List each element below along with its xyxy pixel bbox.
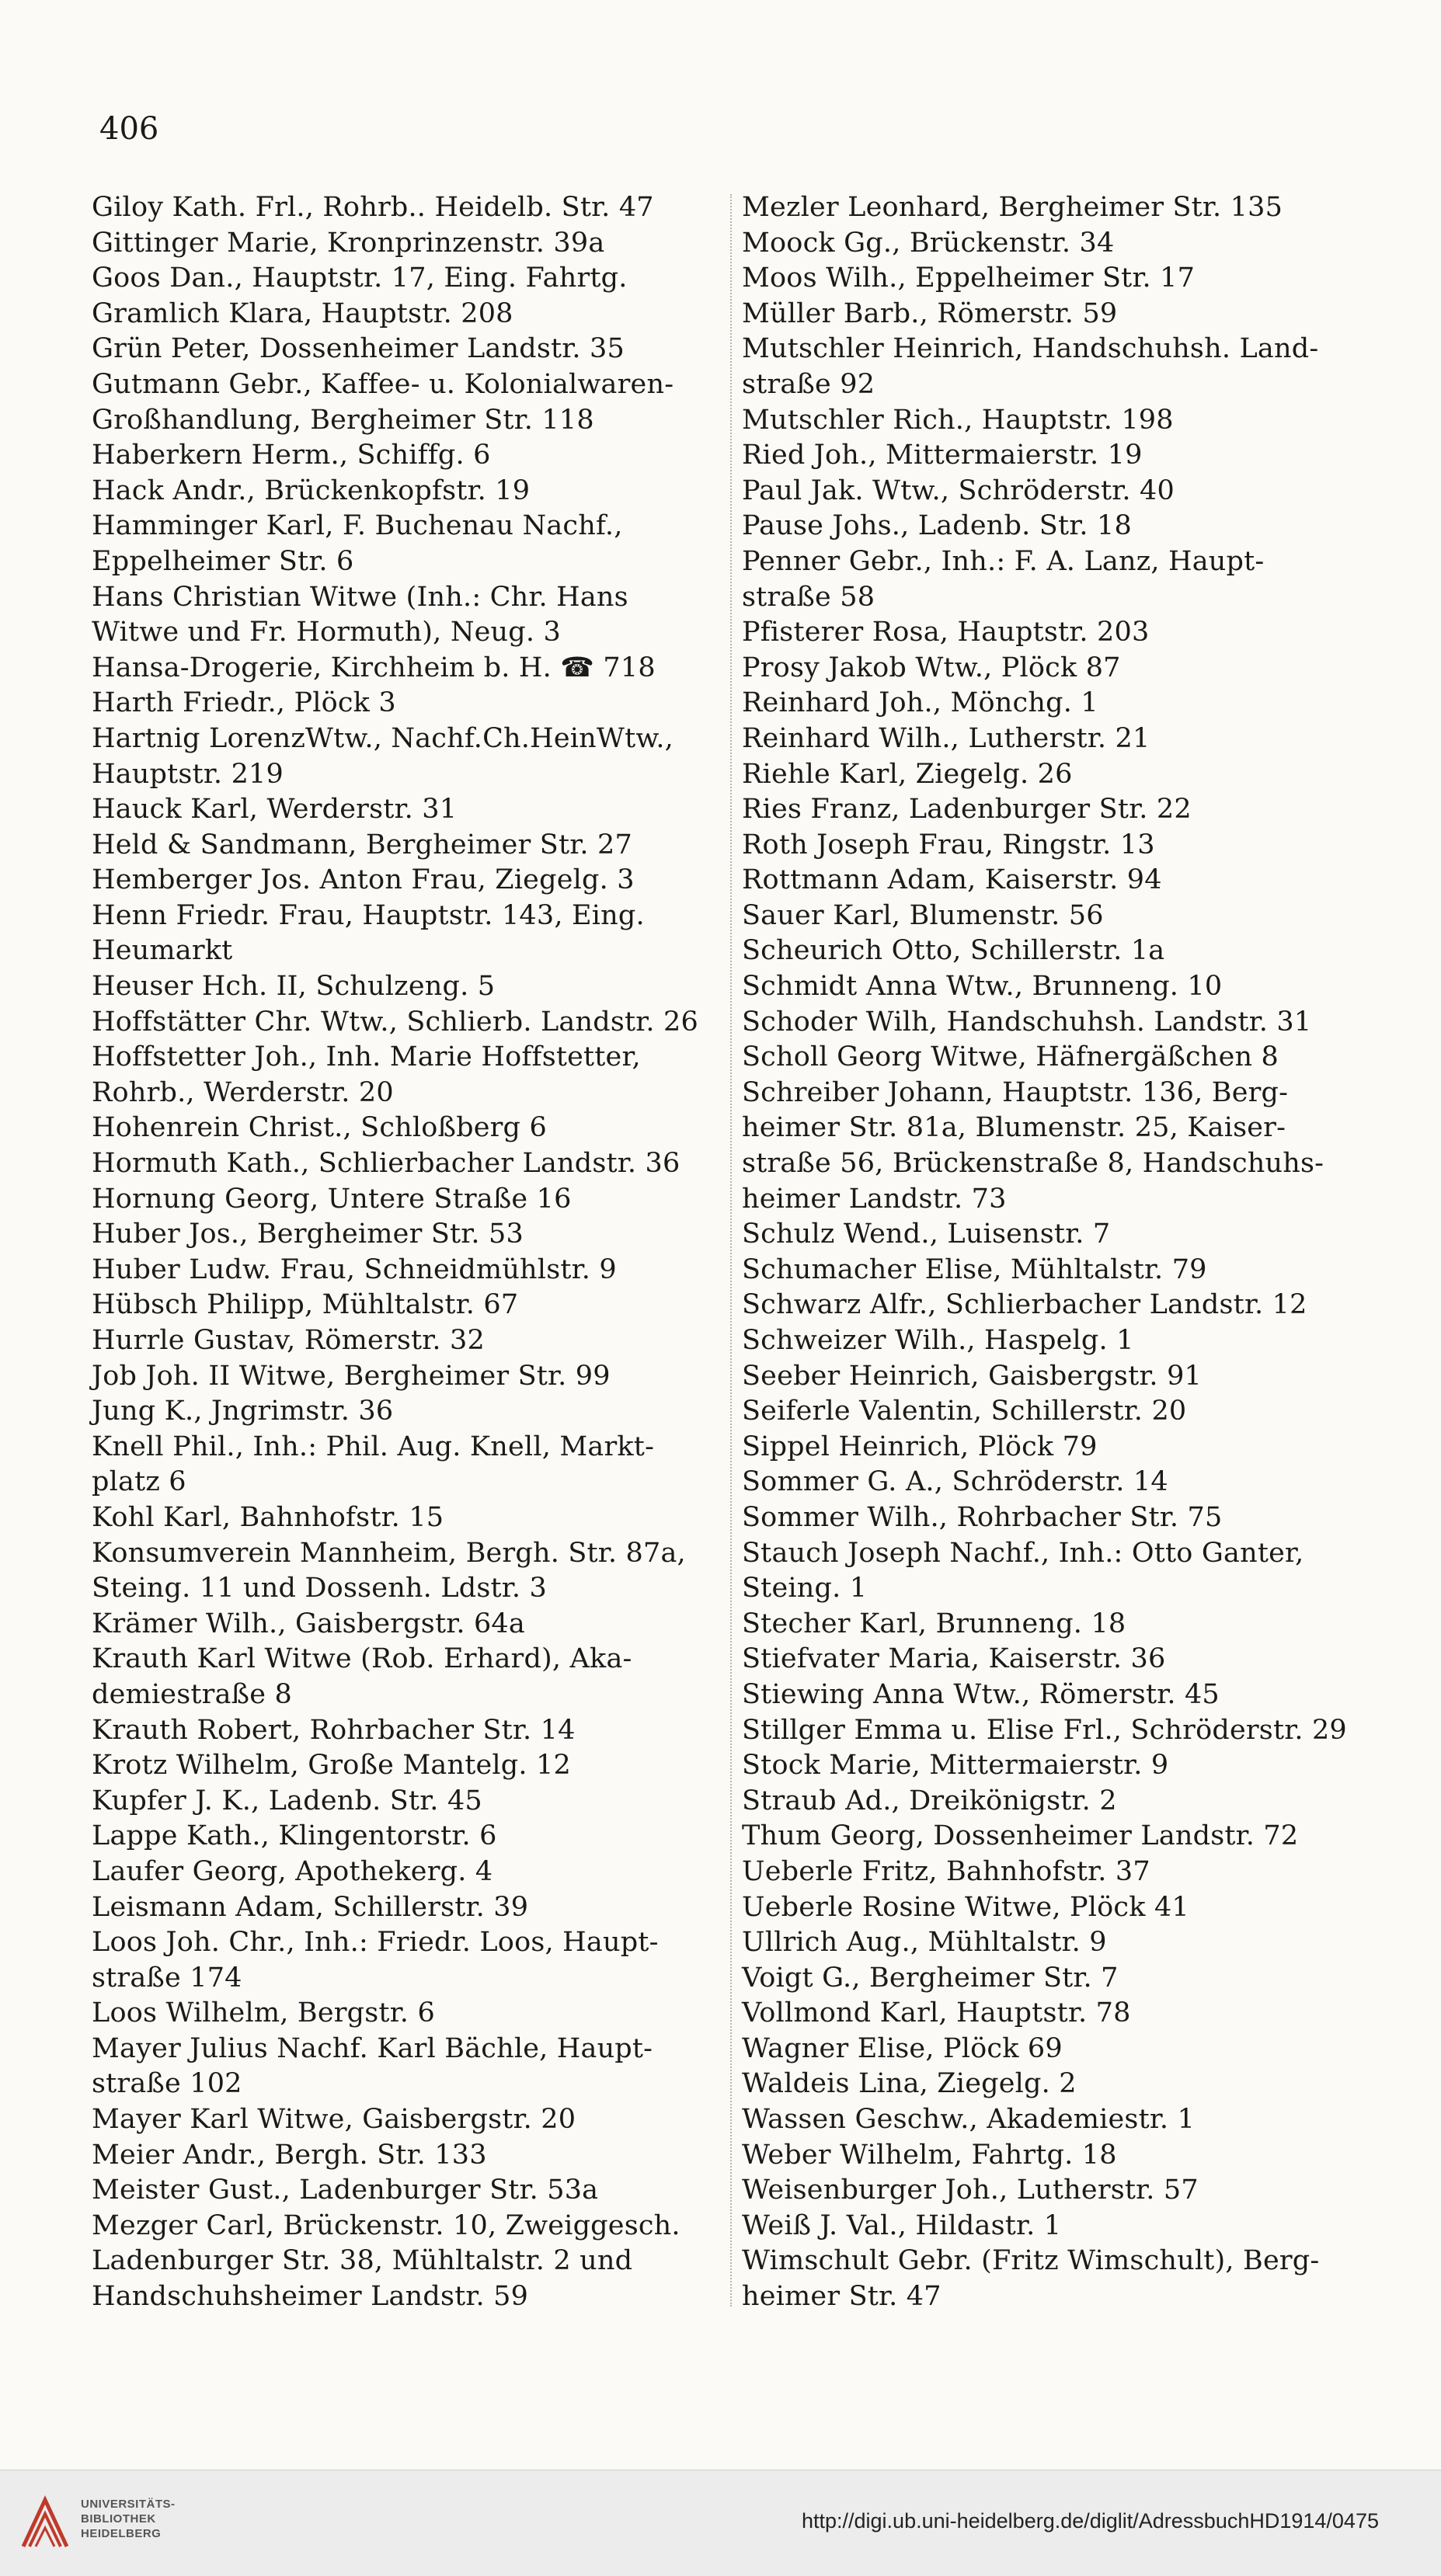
directory-entry — [742, 1961, 1356, 1997]
directory-entry — [92, 2173, 722, 2209]
directory-entry — [742, 651, 1356, 687]
directory-entry — [742, 190, 1356, 226]
directory-entry — [742, 226, 1356, 262]
directory-entry — [92, 261, 722, 297]
entry-line: Steing. 1 — [742, 1573, 868, 1604]
directory-entry — [742, 1855, 1356, 1890]
entry-line: Grün Peter, Dossenheimer Landstr. 35 — [92, 333, 625, 365]
directory-entry — [92, 1253, 722, 1288]
source-url-link[interactable]: http://digi.ub.uni-heidelberg.de/diglit/AdressbuchHD1914/0475 — [801, 2509, 1379, 2533]
entry-line: Konsumverein Mannheim, Bergh. Str. 87a, — [92, 1537, 686, 1569]
directory-entry — [92, 969, 722, 1005]
directory-entry — [742, 1536, 1356, 1607]
entry-line: Meier Andr., Bergh. Str. 133 — [92, 2139, 487, 2171]
entry-line: Stiewing Anna Wtw., Römerstr. 45 — [742, 1678, 1220, 1710]
entry-line: Wagner Elise, Plöck 69 — [742, 2032, 1063, 2064]
directory-entry — [742, 1217, 1356, 1253]
library-name — [81, 2497, 176, 2541]
directory-entry — [742, 1005, 1356, 1041]
entry-line: Schumacher Elise, Mühltalstr. 79 — [742, 1253, 1207, 1285]
directory-entry — [92, 1855, 722, 1890]
directory-entry — [742, 1784, 1356, 1820]
entry-line: Stock Marie, Mittermaierstr. 9 — [742, 1750, 1169, 1782]
entry-line: demiestraße 8 — [92, 1678, 292, 1710]
directory-entry — [742, 757, 1356, 793]
directory-entry — [742, 2138, 1356, 2174]
entry-line: Giloy Kath. Frl., Rohrb.. Heidelb. Str. 47 — [92, 192, 654, 223]
entry-line: Paul Jak. Wtw., Schröderstr. 40 — [742, 475, 1175, 506]
entry-line: straße 92 — [742, 368, 875, 400]
entry-line: Hauck Karl, Werderstr. 31 — [92, 794, 458, 826]
entry-line: heimer Str. 81a, Blumenstr. 25, Kaiser- — [742, 1112, 1286, 1144]
entry-line: Huber Ludw. Frau, Schneidmühlstr. 9 — [92, 1253, 617, 1285]
library-name-line: UNIVERSITÄTS- — [81, 2498, 176, 2511]
entry-line: Mutschler Heinrich, Handschuhsh. Land- — [742, 333, 1319, 365]
directory-entry — [92, 721, 722, 792]
entry-line: Vollmond Karl, Hauptstr. 78 — [742, 1997, 1131, 2029]
directory-entry — [742, 1040, 1356, 1076]
entry-line: straße 102 — [92, 2068, 242, 2100]
entry-line: Reinhard Wilh., Lutherstr. 21 — [742, 722, 1150, 754]
directory-entry — [742, 2173, 1356, 2209]
directory-entry — [742, 1359, 1356, 1395]
entry-line: Mutschler Rich., Hauptstr. 198 — [742, 404, 1174, 436]
directory-entry — [742, 899, 1356, 934]
directory-entry — [742, 1925, 1356, 1961]
entry-line: Ried Joh., Mittermaierstr. 19 — [742, 440, 1143, 471]
entry-line: Mayer Karl Witwe, Gaisbergstr. 20 — [92, 2104, 576, 2136]
directory-entry — [742, 2102, 1356, 2138]
entry-line: Job Joh. II Witwe, Bergheimer Str. 99 — [92, 1360, 611, 1392]
entry-line: Hack Andr., Brückenkopfstr. 19 — [92, 475, 531, 506]
entry-line: Stauch Joseph Nachf., Inh.: Otto Ganter, — [742, 1537, 1304, 1569]
entry-line: platz 6 — [92, 1466, 186, 1498]
entry-line: Meister Gust., Ladenburger Str. 53a — [92, 2174, 599, 2206]
entry-line: Wassen Geschw., Akademiestr. 1 — [742, 2104, 1196, 2136]
directory-entry — [92, 1040, 722, 1111]
entry-line: Kohl Karl, Bahnhofstr. 15 — [92, 1501, 444, 1533]
footer-bar — [0, 2470, 1441, 2576]
directory-entry — [92, 792, 722, 828]
library-name-line: HEIDELBERG — [81, 2527, 162, 2540]
directory-entry — [742, 2209, 1356, 2244]
directory-entry — [92, 2209, 722, 2315]
entry-line: Hansa-Drogerie, Kirchheim b. H. ☎ 718 — [92, 652, 656, 683]
entry-line: Hamminger Karl, F. Buchenau Nachf., — [92, 510, 623, 542]
directory-entry — [742, 261, 1356, 297]
entry-line: Loos Joh. Chr., Inh.: Friedr. Loos, Haupt- — [92, 1927, 659, 1959]
directory-entry — [742, 721, 1356, 757]
entry-line: Stecher Karl, Brunneng. 18 — [742, 1608, 1126, 1639]
entry-line: Hoffstetter Joh., Inh. Marie Hoffstetter, — [92, 1041, 641, 1073]
directory-entry — [742, 969, 1356, 1005]
entry-line: Krauth Robert, Rohrbacher Str. 14 — [92, 1714, 576, 1746]
directory-entry — [742, 2244, 1356, 2314]
directory-entry — [742, 2032, 1356, 2067]
entry-line: Lappe Kath., Klingentorstr. 6 — [92, 1820, 497, 1852]
directory-entry — [742, 403, 1356, 439]
directory-entry — [92, 2138, 722, 2174]
directory-entry — [742, 933, 1356, 969]
entry-line: Riehle Karl, Ziegelg. 26 — [742, 758, 1073, 790]
entry-line: Moock Gg., Brückenstr. 34 — [742, 227, 1115, 259]
entry-line: Sommer G. A., Schröderstr. 14 — [742, 1466, 1168, 1498]
entry-line: Mayer Julius Nachf. Karl Bächle, Haupt- — [92, 2032, 653, 2064]
directory-entry — [742, 1288, 1356, 1323]
entry-line: Hurrle Gustav, Römerstr. 32 — [92, 1325, 485, 1356]
directory-entry — [92, 1500, 722, 1536]
directory-entry — [742, 297, 1356, 332]
directory-entry — [92, 1536, 722, 1607]
entry-line: heimer Landstr. 73 — [742, 1183, 1007, 1215]
entry-line: Krämer Wilh., Gaisbergstr. 64a — [92, 1608, 525, 1639]
directory-entry — [92, 1748, 722, 1784]
entry-line: Rohrb., Werderstr. 20 — [92, 1076, 394, 1108]
entry-line: Voigt G., Bergheimer Str. 7 — [742, 1962, 1119, 1994]
entry-line: Ladenburger Str. 38, Mühltalstr. 2 und — [92, 2245, 633, 2277]
entry-line: Kupfer J. K., Ladenb. Str. 45 — [92, 1785, 482, 1816]
entry-line: Heumarkt — [92, 935, 233, 967]
directory-entry — [92, 1642, 722, 1712]
directory-entry — [92, 2102, 722, 2138]
directory-entry — [742, 1076, 1356, 1217]
entry-line: straße 56, Brückenstraße 8, Handschuhs- — [742, 1148, 1324, 1180]
directory-entry — [92, 1430, 722, 1500]
directory-entry — [92, 297, 722, 332]
directory-entry — [92, 1323, 722, 1359]
entry-line: Hohenrein Christ., Schloßberg 6 — [92, 1112, 547, 1144]
entry-line: Leismann Adam, Schillerstr. 39 — [92, 1891, 529, 1923]
directory-entry — [92, 1996, 722, 2032]
entry-line: Hans Christian Witwe (Inh.: Chr. Hans — [92, 581, 628, 613]
entry-line: Weber Wilhelm, Fahrtg. 18 — [742, 2139, 1117, 2171]
entry-line: Witwe und Fr. Hormuth), Neug. 3 — [92, 617, 562, 648]
directory-entry — [742, 544, 1356, 615]
directory-entry — [92, 1819, 722, 1855]
entry-line: Hübsch Philipp, Mühltalstr. 67 — [92, 1289, 519, 1321]
entry-line: Ullrich Aug., Mühltalstr. 9 — [742, 1927, 1107, 1959]
directory-entry — [92, 332, 722, 367]
directory-entry — [92, 1182, 722, 1218]
directory-entry — [92, 686, 722, 721]
directory-entry — [742, 509, 1356, 544]
entry-line: Schulz Wend., Luisenstr. 7 — [742, 1218, 1111, 1250]
directory-entry — [742, 1713, 1356, 1749]
directory-entry — [92, 651, 722, 687]
entry-line: Schreiber Johann, Hauptstr. 136, Berg- — [742, 1076, 1289, 1108]
entry-line: Hartnig LorenzWtw., Nachf.Ch.HeinWtw., — [92, 722, 674, 754]
directory-entry — [92, 828, 722, 864]
entry-line: Ries Franz, Ladenburger Str. 22 — [742, 794, 1192, 826]
entry-line: Penner Gebr., Inh.: F. A. Lanz, Haupt- — [742, 545, 1265, 577]
directory-entry — [92, 1713, 722, 1749]
directory-entry — [742, 1607, 1356, 1643]
entry-line: Scheurich Otto, Schillerstr. 1a — [742, 935, 1165, 967]
library-name-line: BIBLIOTHEK — [81, 2512, 156, 2526]
entry-line: Laufer Georg, Apothekerg. 4 — [92, 1855, 493, 1887]
entry-line: Henn Friedr. Frau, Hauptstr. 143, Eing. — [92, 899, 645, 931]
column-divider — [730, 194, 732, 2307]
directory-entry — [92, 1146, 722, 1182]
directory-entry — [742, 438, 1356, 474]
directory-entry — [742, 1394, 1356, 1430]
entry-line: Krotz Wilhelm, Große Mantelg. 12 — [92, 1750, 572, 1782]
directory-entry — [92, 1359, 722, 1395]
entry-line: Heuser Hch. II, Schulzeng. 5 — [92, 971, 496, 1003]
entry-line: Wimschult Gebr. (Fritz Wimschult), Berg- — [742, 2245, 1320, 2277]
entry-line: Knell Phil., Inh.: Phil. Aug. Knell, Markt- — [92, 1431, 655, 1462]
entry-line: Weiß J. Val., Hildastr. 1 — [742, 2209, 1062, 2241]
entry-line: Mezger Carl, Brückenstr. 10, Zweiggesch. — [92, 2209, 680, 2241]
directory-entry — [92, 863, 722, 899]
directory-entry — [742, 828, 1356, 864]
directory-entry — [92, 899, 722, 969]
entry-line: Gutmann Gebr., Kaffee- u. Kolonialwaren- — [92, 368, 674, 400]
directory-entry — [742, 1500, 1356, 1536]
directory-entry — [742, 1253, 1356, 1288]
directory-entry — [92, 474, 722, 509]
directory-entry — [742, 863, 1356, 899]
entry-line: Loos Wilhelm, Bergstr. 6 — [92, 1997, 435, 2029]
entry-line: Schoder Wilh, Handschuhsh. Landstr. 31 — [742, 1006, 1312, 1038]
directory-entry — [742, 1819, 1356, 1855]
entry-line: Huber Jos., Bergheimer Str. 53 — [92, 1218, 524, 1250]
entry-line: Pause Johs., Ladenb. Str. 18 — [742, 510, 1132, 542]
entry-line: Moos Wilh., Eppelheimer Str. 17 — [742, 262, 1196, 294]
directory-entry — [742, 1890, 1356, 1926]
directory-entry — [742, 2067, 1356, 2102]
directory-entry — [92, 2032, 722, 2102]
entry-line: Seiferle Valentin, Schillerstr. 20 — [742, 1396, 1187, 1427]
right-column — [742, 190, 1356, 2315]
entry-line: Mezler Leonhard, Bergheimer Str. 135 — [742, 192, 1283, 223]
entry-line: Jung K., Jngrimstr. 36 — [92, 1396, 394, 1427]
entry-line: Stiefvater Maria, Kaiserstr. 36 — [742, 1643, 1166, 1675]
entry-line: Hormuth Kath., Schlierbacher Landstr. 36 — [92, 1148, 680, 1180]
directory-entry — [92, 1784, 722, 1820]
library-logo-icon — [17, 2492, 73, 2554]
directory-entry — [742, 1323, 1356, 1359]
entry-line: Reinhard Joh., Mönchg. 1 — [742, 687, 1098, 719]
entry-line: Hemberger Jos. Anton Frau, Ziegelg. 3 — [92, 864, 635, 896]
entry-line: Schwarz Alfr., Schlierbacher Landstr. 12 — [742, 1289, 1307, 1321]
directory-entry — [92, 1111, 722, 1146]
entry-line: Gittinger Marie, Kronprinzenstr. 39a — [92, 227, 605, 259]
directory-entry — [92, 1217, 722, 1253]
entry-line: Schweizer Wilh., Haspelg. 1 — [742, 1325, 1134, 1356]
directory-entry — [742, 332, 1356, 402]
directory-entry — [92, 1607, 722, 1643]
entry-line: Thum Georg, Dossenheimer Landstr. 72 — [742, 1820, 1299, 1852]
directory-entry — [92, 509, 722, 579]
directory-entry — [92, 226, 722, 262]
entry-line: Eppelheimer Str. 6 — [92, 545, 354, 577]
directory-entry — [92, 1394, 722, 1430]
directory-entry — [742, 686, 1356, 721]
entry-line: Prosy Jakob Wtw., Plöck 87 — [742, 652, 1121, 683]
directory-entry — [92, 1288, 722, 1323]
directory-entry — [742, 474, 1356, 509]
entry-line: Ueberle Fritz, Bahnhofstr. 37 — [742, 1855, 1150, 1887]
entry-line: Hornung Georg, Untere Straße 16 — [92, 1183, 572, 1215]
directory-entry — [742, 615, 1356, 651]
entry-line: Goos Dan., Hauptstr. 17, Eing. Fahrtg. — [92, 262, 628, 294]
entry-line: Sippel Heinrich, Plöck 79 — [742, 1431, 1098, 1462]
directory-entry — [742, 1677, 1356, 1713]
directory-entry — [742, 792, 1356, 828]
entry-line: Sauer Karl, Blumenstr. 56 — [742, 899, 1104, 931]
directory-entry — [742, 1996, 1356, 2032]
directory-entry — [742, 1642, 1356, 1677]
entry-line: Hauptstr. 219 — [92, 758, 284, 790]
entry-line: Großhandlung, Bergheimer Str. 118 — [92, 404, 594, 436]
entry-line: Schmidt Anna Wtw., Brunneng. 10 — [742, 971, 1223, 1003]
directory-entry — [92, 438, 722, 474]
left-column — [92, 190, 722, 2315]
entry-line: Krauth Karl Witwe (Rob. Erhard), Aka- — [92, 1643, 632, 1675]
entry-line: Steing. 11 und Dossenh. Ldstr. 3 — [92, 1573, 548, 1604]
entry-line: Sommer Wilh., Rohrbacher Str. 75 — [742, 1501, 1223, 1533]
entry-line: Gramlich Klara, Hauptstr. 208 — [92, 297, 513, 329]
entry-line: Stillger Emma u. Elise Frl., Schröderstr. 29 — [742, 1714, 1347, 1746]
entry-line: heimer Str. 47 — [742, 2281, 942, 2313]
entry-line: Ueberle Rosine Witwe, Plöck 41 — [742, 1891, 1189, 1923]
page-number: 406 — [99, 111, 159, 147]
entry-line: Rottmann Adam, Kaiserstr. 94 — [742, 864, 1162, 896]
entry-line: Scholl Georg Witwe, Häfnergäßchen 8 — [742, 1041, 1279, 1073]
entry-line: Hoffstätter Chr. Wtw., Schlierb. Landstr. 26 — [92, 1006, 698, 1038]
entry-line: Waldeis Lina, Ziegelg. 2 — [742, 2068, 1077, 2100]
directory-entry — [92, 1005, 722, 1041]
entry-line: Haberkern Herm., Schiffg. 6 — [92, 440, 491, 471]
directory-entry — [92, 367, 722, 438]
entry-line: Handschuhsheimer Landstr. 59 — [92, 2281, 529, 2313]
entry-line: Held & Sandmann, Bergheimer Str. 27 — [92, 829, 632, 860]
directory-entry — [92, 1925, 722, 1996]
entry-line: straße 58 — [742, 581, 875, 613]
directory-entry — [742, 1748, 1356, 1784]
directory-entry — [92, 190, 722, 226]
directory-entry — [92, 1890, 722, 1926]
entry-line: Harth Friedr., Plöck 3 — [92, 687, 396, 719]
entry-line: Roth Joseph Frau, Ringstr. 13 — [742, 829, 1155, 860]
directory-entry — [92, 580, 722, 651]
directory-entry — [742, 1430, 1356, 1465]
entry-line: straße 174 — [92, 1962, 242, 1994]
entry-line: Seeber Heinrich, Gaisbergstr. 91 — [742, 1360, 1203, 1392]
entry-line: Müller Barb., Römerstr. 59 — [742, 297, 1118, 329]
entry-line: Weisenburger Joh., Lutherstr. 57 — [742, 2174, 1199, 2206]
entry-line: Pfisterer Rosa, Hauptstr. 203 — [742, 617, 1150, 648]
directory-entry — [742, 1465, 1356, 1500]
entry-line: Straub Ad., Dreikönigstr. 2 — [742, 1785, 1117, 1816]
